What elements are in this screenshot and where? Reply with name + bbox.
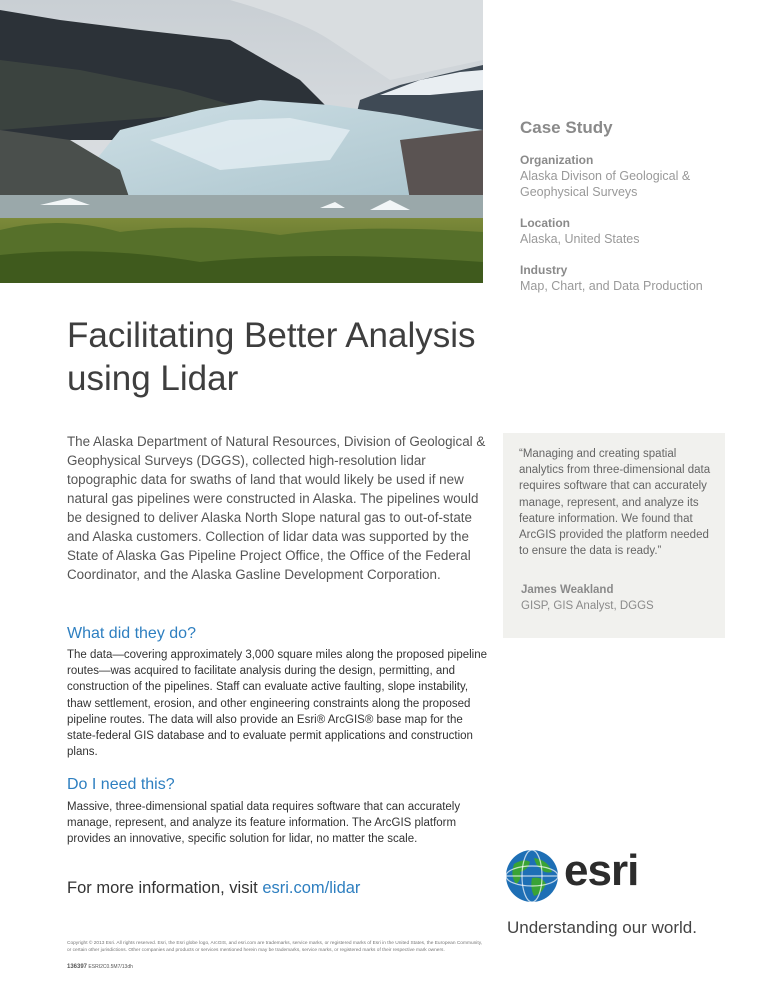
more-info-line [67, 879, 360, 898]
globe-icon [504, 848, 560, 904]
organization-label: Organization [520, 153, 594, 167]
more-info-prefix: For more information, visit [67, 879, 263, 897]
tagline: Understanding our world. [507, 918, 697, 937]
hero-photo-glacier [0, 0, 483, 283]
document-number [67, 964, 133, 970]
industry-label: Industry [520, 263, 568, 277]
organization-value: Alaska Divison of Geological & Geophysical Surveys [520, 169, 691, 199]
case-study-sidebar [520, 118, 730, 309]
section-body-do-i-need-this: Massive, three-dimensional spatial data requires software that can accurately manage, represent, and analyze its feature information. The ArcGIS platform provides an innovative, specific solution for lidar, no matter the scale. [67, 801, 461, 846]
document-code: ESRI2C0.5M7/13dh [88, 964, 133, 970]
page-title: Facilitating Better Analysis using Lidar [67, 316, 476, 398]
quote-author-name: James Weakland [521, 584, 614, 596]
more-info-link[interactable]: esri.com/lidar [262, 879, 361, 897]
copyright-notice: Copyright © 2013 Esri. All rights reserved. Esri, the Esri globe logo, ArcGIS, and esri.com are trademarks, service marks, or registered marks of Esri in the United States, the European Community, or certain other jurisdictions. Other companies and products or services mentioned herein may be trademarks, service marks, or registered marks of their respective mark owners. [67, 941, 483, 953]
document-number-value: 136397 [67, 964, 88, 970]
section-heading-do-i-need-this: Do I need this? [67, 776, 175, 793]
section-heading-what-did-they-do: What did they do? [67, 625, 196, 642]
section-body-what-did-they-do: The data—covering approximately 3,000 square miles along the proposed pipeline routes—was acquired to facilitate analysis during the design, permitting, and construction of the pipelines. Staff can evaluate active faulting, slope instability, thaw settlement, erosion, and other engineering constraints along the proposed pipeline routes. The data will also provide an Esri® ArcGIS® base map for the state-federal GIS database and to evaluate permit applications and construction plans. [67, 649, 488, 759]
industry-value: Map, Chart, and Data Production [520, 279, 703, 293]
quote-box [503, 433, 725, 638]
esri-wordmark: esri [564, 846, 639, 895]
case-study-title: Case Study [520, 118, 613, 137]
quote-text: “Managing and creating spatial analytics from three-dimensional data requires software that can accurately manage, represent, and analyze its feature information. We found that ArcGIS provided the platform needed to ensure the data is ready.” [519, 448, 711, 558]
location-value: Alaska, United States [520, 232, 640, 246]
location-label: Location [520, 216, 570, 230]
intro-paragraph: The Alaska Department of Natural Resources, Division of Geological & Geophysical Surveys (DGGS), collected high-resolution lidar topographic data for swaths of land that would likely be used if new natural gas pipelines were constructed in Alaska. The pipelines would be designed to deliver Alaska North Slope natural gas to out-of-state and Alaska customers. Collection of lidar data was supported by the State of Alaska Gas Pipeline Project Office, the Office of the Federal Coordinator, and the Alaska Gasline Development Corporation. [67, 434, 486, 582]
quote-author-role: GISP, GIS Analyst, DGGS [521, 600, 654, 612]
esri-logo [504, 848, 664, 912]
